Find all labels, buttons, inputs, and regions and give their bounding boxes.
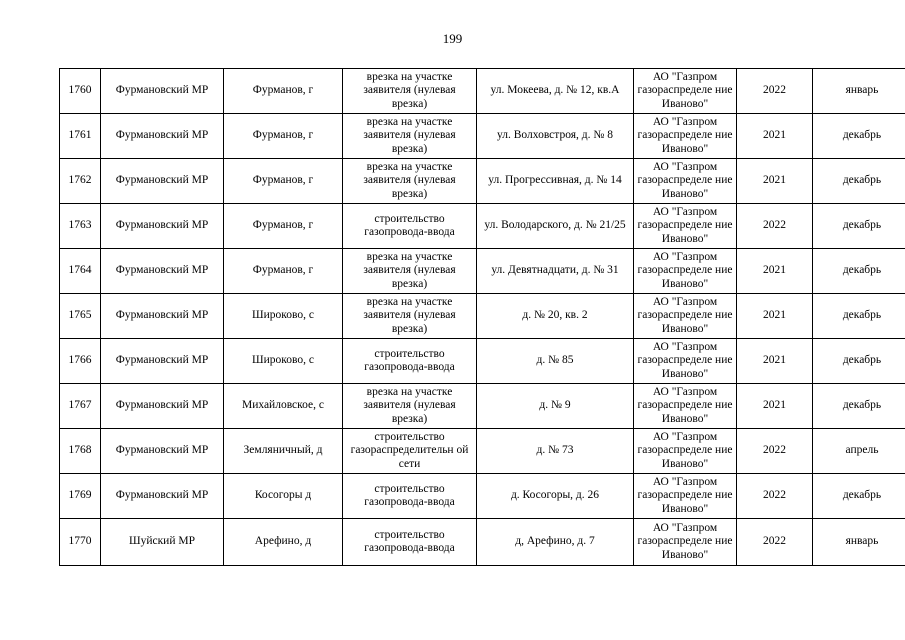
address-cell: ул. Волховстроя, д. № 8 [477,114,634,159]
work-type-cell: строительство газопровода-ввода [343,519,477,566]
month-cell: декабрь [813,159,905,204]
row-number: 1760 [60,69,101,114]
work-type-cell: строительство газопровода-ввода [343,204,477,249]
locality-cell: Фурманов, г [224,249,343,294]
address-cell: д, Арефино, д. 7 [477,519,634,566]
month-cell: декабрь [813,204,905,249]
year-cell: 2021 [737,249,813,294]
district-cell: Шуйский МР [101,519,224,566]
district-cell: Фурмановский МР [101,384,224,429]
organization-cell: АО "Газпром газораспределе ние Иваново" [634,159,737,204]
row-number: 1764 [60,249,101,294]
table-row [60,519,905,566]
month-cell: декабрь [813,114,905,159]
table-row [60,429,905,474]
table-row [60,474,905,519]
year-cell: 2021 [737,114,813,159]
address-cell: д. № 9 [477,384,634,429]
row-number: 1769 [60,474,101,519]
work-type-cell: строительство газораспределительн ой сети [343,429,477,474]
year-cell: 2022 [737,69,813,114]
organization-cell: АО "Газпром газораспределе ние Иваново" [634,114,737,159]
row-number: 1768 [60,429,101,474]
year-cell: 2022 [737,429,813,474]
organization-cell: АО "Газпром газораспределе ние Иваново" [634,294,737,339]
address-cell: ул. Володарского, д. № 21/25 [477,204,634,249]
locality-cell: Фурманов, г [224,204,343,249]
month-cell: декабрь [813,474,905,519]
month-cell: декабрь [813,249,905,294]
district-cell: Фурмановский МР [101,114,224,159]
work-type-cell: врезка на участке заявителя (нулевая врезка) [343,69,477,114]
organization-cell: АО "Газпром газораспределе ние Иваново" [634,384,737,429]
work-type-cell: врезка на участке заявителя (нулевая врезка) [343,114,477,159]
work-type-cell: врезка на участке заявителя (нулевая врезка) [343,159,477,204]
year-cell: 2021 [737,339,813,384]
organization-cell: АО "Газпром газораспределе ние Иваново" [634,339,737,384]
district-cell: Фурмановский МР [101,69,224,114]
organization-cell: АО "Газпром газораспределе ние Иваново" [634,249,737,294]
table-row [60,159,905,204]
organization-cell: АО "Газпром газораспределе ние Иваново" [634,474,737,519]
month-cell: декабрь [813,384,905,429]
organization-cell: АО "Газпром газораспределе ние Иваново" [634,519,737,566]
locality-cell: Фурманов, г [224,114,343,159]
table-row [60,204,905,249]
district-cell: Фурмановский МР [101,249,224,294]
district-cell: Фурмановский МР [101,429,224,474]
month-cell: декабрь [813,339,905,384]
work-type-cell: строительство газопровода-ввода [343,339,477,384]
year-cell: 2022 [737,474,813,519]
organization-cell: АО "Газпром газораспределе ние Иваново" [634,204,737,249]
locality-cell: Земляничный, д [224,429,343,474]
address-cell: ул. Девятнадцати, д. № 31 [477,249,634,294]
work-type-cell: врезка на участке заявителя (нулевая врезка) [343,294,477,339]
table-row [60,339,905,384]
address-cell: д. № 73 [477,429,634,474]
organization-cell: АО "Газпром газораспределе ние Иваново" [634,69,737,114]
district-cell: Фурмановский МР [101,474,224,519]
year-cell: 2021 [737,159,813,204]
row-number: 1770 [60,519,101,566]
row-number: 1763 [60,204,101,249]
year-cell: 2021 [737,384,813,429]
row-number: 1767 [60,384,101,429]
address-cell: д. № 85 [477,339,634,384]
locality-cell: Арефино, д [224,519,343,566]
locality-cell: Широково, с [224,294,343,339]
table-row [60,384,905,429]
row-number: 1762 [60,159,101,204]
locality-cell: Косогоры д [224,474,343,519]
year-cell: 2022 [737,519,813,566]
work-type-cell: врезка на участке заявителя (нулевая врезка) [343,249,477,294]
district-cell: Фурмановский МР [101,159,224,204]
table-row [60,69,905,114]
month-cell: апрель [813,429,905,474]
work-type-cell: строительство газопровода-ввода [343,474,477,519]
district-cell: Фурмановский МР [101,294,224,339]
address-cell: ул. Мокеева, д. № 12, кв.А [477,69,634,114]
address-cell: д. № 20, кв. 2 [477,294,634,339]
row-number: 1765 [60,294,101,339]
year-cell: 2021 [737,294,813,339]
locality-cell: Фурманов, г [224,159,343,204]
locality-cell: Фурманов, г [224,69,343,114]
row-number: 1761 [60,114,101,159]
address-cell: ул. Прогрессивная, д. № 14 [477,159,634,204]
year-cell: 2022 [737,204,813,249]
address-cell: д. Косогоры, д. 26 [477,474,634,519]
district-cell: Фурмановский МР [101,204,224,249]
table-row [60,294,905,339]
month-cell: декабрь [813,294,905,339]
table-row [60,249,905,294]
locality-cell: Широково, с [224,339,343,384]
row-number: 1766 [60,339,101,384]
gasification-table [59,68,905,566]
month-cell: январь [813,69,905,114]
district-cell: Фурмановский МР [101,339,224,384]
table-row [60,114,905,159]
locality-cell: Михайловское, с [224,384,343,429]
organization-cell: АО "Газпром газораспределе ние Иваново" [634,429,737,474]
month-cell: январь [813,519,905,566]
page-number: 199 [442,31,463,46]
work-type-cell: врезка на участке заявителя (нулевая врезка) [343,384,477,429]
